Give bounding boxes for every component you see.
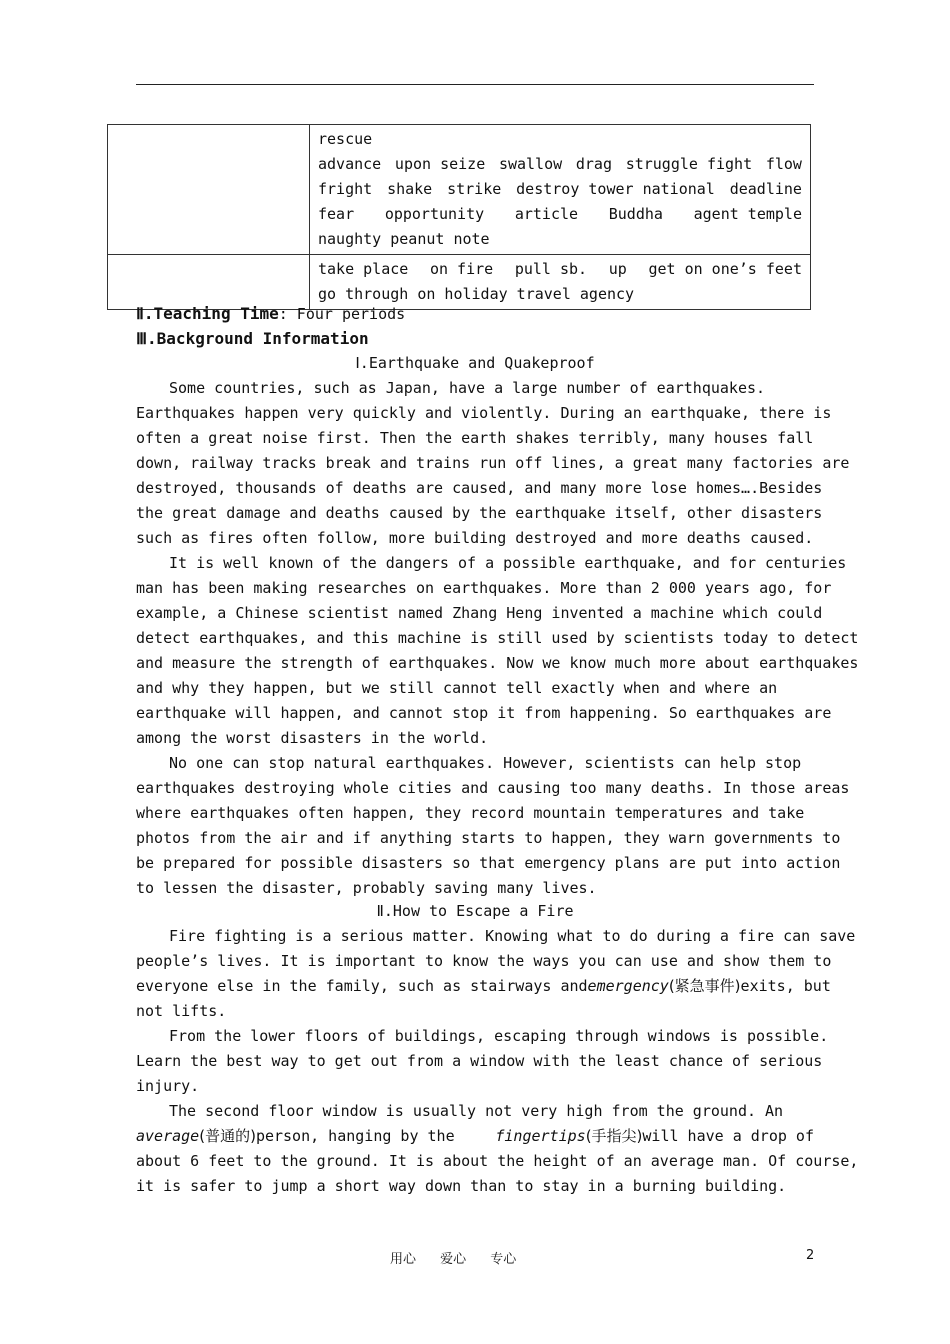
page-footer: 用心 爱心 专心: [390, 1252, 517, 1267]
teaching-time-heading: Ⅱ.Teaching Time: Four periods: [136, 304, 406, 323]
word-line: naughty peanut note: [318, 230, 490, 248]
text-line: such as fires often follow, more building destroyed and more deaths caused.: [136, 529, 814, 547]
word-line: rescue: [318, 130, 373, 148]
text-line: man has been making researches on earthquakes. More than 2 000 years ago, for: [136, 579, 832, 597]
word-line: fright shake strike destroy tower national deadline: [318, 180, 802, 198]
chinese-gloss: (手指尖): [585, 1127, 643, 1145]
section-title-fire: Ⅱ.How to Escape a Fire: [376, 902, 574, 920]
text-line: destroyed, thousands of deaths are caused, and many more lose homes….Besides: [136, 479, 823, 497]
section-title-earthquake: Ⅰ.Earthquake and Quakeproof: [355, 354, 595, 372]
text-line: injury.: [136, 1077, 200, 1095]
text-line: It is well known of the dangers of a possible earthquake, and for centuries: [169, 554, 847, 572]
text-line: From the lower floors of buildings, escaping through windows is possible.: [169, 1027, 829, 1045]
text-line: photos from the air and if anything starts to happen, they warn governments to: [136, 829, 841, 847]
text-line: the great damage and deaths caused by the earthquake itself, other disasters: [136, 504, 823, 522]
fire-section-body: [136, 924, 859, 1199]
text-line: to lessen the disaster, probably saving many lives.: [136, 879, 597, 897]
text-line: be prepared for possible disasters so that emergency plans are put into action: [136, 854, 841, 872]
text-line: No one can stop natural earthquakes. However, scientists can help stop: [169, 754, 802, 772]
text-line: earthquake will happen, and cannot stop it from happening. So earthquakes are: [136, 704, 832, 722]
text-line: everyone else in the family, such as stairways and emergency(紧急事件)exits, but: [136, 977, 831, 995]
table-cell-words: [310, 125, 811, 255]
background-info-heading: Ⅲ.Background Information: [136, 329, 369, 348]
text-line: detect earthquakes, and this machine is still used by scientists today to detect: [136, 629, 859, 647]
phrase-line: go through on holiday travel agency: [318, 285, 635, 303]
text-line: Earthquakes happen very quickly and violently. During an earthquake, there is: [136, 404, 832, 422]
text-line: down, railway tracks break and trains run off lines, a great many factories are: [136, 454, 850, 472]
text-line: people’s lives. It is important to know the ways you can use and show them to: [136, 952, 832, 970]
text-line: Fire fighting is a serious matter. Knowing what to do during a fire can save: [169, 927, 856, 945]
chinese-gloss: (紧急事件): [668, 977, 741, 995]
emphasized-word: average: [136, 1127, 200, 1145]
text-line: about 6 feet to the ground. It is about the height of an average man. Of course,: [136, 1152, 859, 1170]
text-line: it is safer to jump a short way down than to stay in a burning building.: [136, 1177, 787, 1195]
text-line: example, a Chinese scientist named Zhang Heng invented a machine which could: [136, 604, 823, 622]
text-line: The second floor window is usually not very high from the ground. An: [169, 1102, 784, 1120]
emphasized-word: emergency: [587, 977, 669, 995]
text-line: average(普通的)person, hanging by the fingertips(手指尖)will have a drop of: [136, 1127, 814, 1145]
word-line: advance upon seize swallow drag struggle fight flow: [318, 155, 802, 173]
phrase-line: take place on fire pull sb. up get on one’s feet: [318, 260, 802, 278]
text-line: Some countries, such as Japan, have a large number of earthquakes.: [169, 379, 766, 397]
chinese-gloss: (普通的): [199, 1127, 256, 1145]
text-line: where earthquakes often happen, they record mountain temperatures and take: [136, 804, 805, 822]
emphasized-word: fingertips: [495, 1127, 586, 1145]
text-line: earthquakes destroying whole cities and causing too many deaths. In those areas: [136, 779, 850, 797]
word-line: fear opportunity article Buddha agent temple: [318, 205, 802, 223]
page-number: 2: [806, 1248, 815, 1263]
text-line: not lifts.: [136, 1002, 227, 1020]
text-line: Learn the best way to get out from a window with the least chance of serious: [136, 1052, 823, 1070]
text-line: among the worst disasters in the world.: [136, 729, 489, 747]
text-line: and why they happen, but we still cannot tell exactly when and where an: [136, 679, 778, 697]
header-rule: [136, 84, 814, 85]
text-line: and measure the strength of earthquakes. Now we know much more about earthquakes: [136, 654, 859, 672]
earthquake-section-body: [136, 376, 859, 901]
vocabulary-table: [107, 124, 811, 310]
text-line: often a great noise first. Then the earth shakes terribly, many houses fall: [136, 429, 814, 447]
table-cell-label: [108, 125, 310, 255]
table-row: [108, 125, 811, 255]
